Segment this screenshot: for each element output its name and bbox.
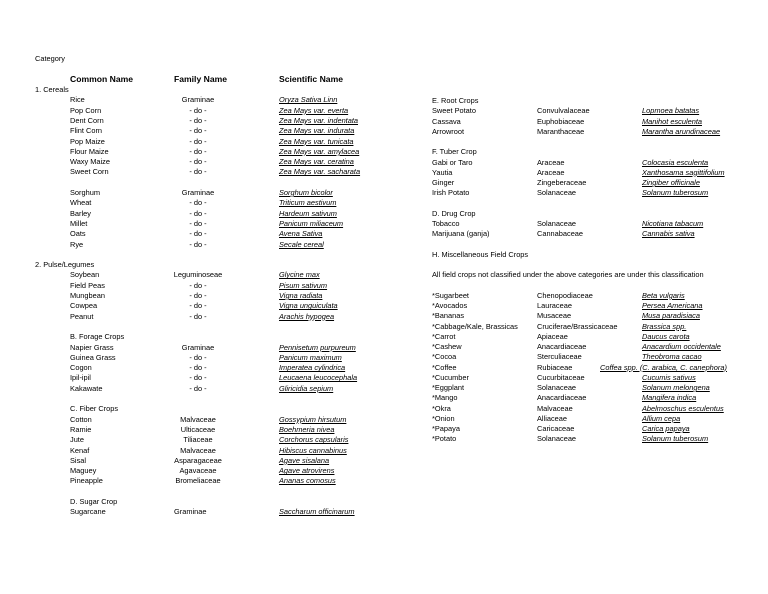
crop-row — [0, 434, 768, 444]
scientific-name: Glycine max — [279, 270, 320, 280]
family-name: Graminae — [181, 342, 215, 352]
common-name: *Cashew — [432, 342, 462, 351]
scientific-name: Xanthosama sagittifolium — [642, 167, 725, 177]
subsection-heading-text: H. Miscellaneous Field Crops — [432, 249, 529, 259]
crop-row — [0, 373, 768, 383]
common-name: Pop Corn — [70, 105, 102, 115]
crop-row — [0, 404, 768, 414]
crop-row — [0, 301, 768, 311]
scientific-name: Hibiscus cannabinus — [279, 445, 347, 455]
common-name: Sugarcane — [70, 507, 106, 517]
family-name: Anacardiaceae — [537, 342, 587, 351]
crop-row — [0, 117, 768, 127]
scientific-name: Zea Mays var. sacharata — [279, 167, 361, 177]
family-name: Tiliaceae — [183, 435, 213, 445]
family-name: - do - — [189, 311, 207, 321]
common-name: Jute — [70, 435, 84, 445]
family-name: Bromeliaceae — [175, 476, 221, 486]
family-name: Agavaceae — [179, 466, 217, 476]
family-name: - do - — [189, 291, 207, 300]
common-name: Gabi or Taro — [432, 157, 473, 167]
subsection-heading — [0, 497, 768, 507]
crop-row — [0, 446, 768, 456]
crop-row — [0, 424, 768, 434]
common-name: Yautia — [432, 167, 453, 177]
scientific-name: Zea Mays var. amylacea — [279, 146, 360, 156]
family-name: Araceae — [537, 157, 565, 167]
family-name: Graminae — [174, 507, 207, 517]
scientific-name: Brassica spp. — [642, 321, 687, 331]
family-name: - do - — [189, 363, 207, 373]
common-name: *Coffee — [432, 362, 457, 372]
family-name: Leguminoseae — [173, 270, 223, 280]
scientific-name: Cannabis sativa — [642, 229, 695, 239]
subsection-heading-text: C. Fiber Crops — [70, 404, 119, 414]
scientific-name: Cucumis sativus — [642, 372, 696, 382]
subsection-heading-text: D. Drug Crop — [432, 208, 476, 218]
common-name: Sweet Potato — [432, 106, 476, 116]
scientific-name: Carica papaya — [642, 424, 690, 433]
subsection-heading-text: All field crops not classified under the above categories are under this classification — [432, 270, 704, 280]
crop-row — [0, 322, 768, 332]
family-name: Solanaceae — [537, 188, 577, 198]
scientific-name: Secale cereal — [279, 239, 324, 249]
scientific-name: Anacardium occidentale — [642, 342, 721, 351]
scientific-name: Beta vulgaris — [642, 290, 685, 300]
common-name: Sisal — [70, 455, 87, 465]
crop-row — [0, 158, 768, 168]
common-name: Barley — [70, 208, 91, 218]
scientific-name: Abelmoschus esculentus — [642, 403, 724, 413]
crop-row — [0, 393, 768, 403]
scientific-name: Panicum miliaceum — [279, 218, 344, 228]
header-common-name: Common Name — [70, 74, 134, 84]
common-name: Guinea Grass — [70, 352, 116, 362]
section-heading-text: 1. Cereals — [35, 85, 69, 94]
scientific-name: Manihot esculenta — [642, 116, 702, 126]
family-name: Cruciferae/Brassicaceae — [537, 321, 618, 331]
subsection-heading-text: B. Forage Crops — [70, 332, 125, 342]
common-name: *Carrot — [432, 331, 456, 341]
family-name: Solanaceae — [537, 219, 577, 228]
scientific-name: Daucus carota — [642, 331, 690, 341]
common-name: Cogon — [70, 363, 92, 373]
scientific-name: Coffea spp. (C. arabica, C. canephora) — [600, 362, 727, 372]
category-label: Category — [35, 54, 65, 63]
common-name: *Sugarbeet — [432, 290, 469, 300]
family-name: Graminae — [181, 95, 215, 105]
crop-row — [0, 456, 768, 466]
crop-row — [0, 414, 768, 424]
family-name: Cannabaceae — [537, 229, 584, 239]
scientific-name: Colocasia esculenta — [642, 157, 709, 167]
scientific-name: Solanum tuberosum — [642, 188, 709, 198]
family-name: Araceae — [537, 167, 565, 177]
family-name: Rubiaceae — [537, 362, 573, 372]
crop-row — [0, 229, 768, 239]
subsection-heading-text: F. Tuber Crop — [432, 147, 477, 157]
subsection-heading — [0, 96, 768, 106]
common-name: Dent Corn — [70, 115, 104, 125]
common-name: *Okra — [432, 403, 451, 413]
family-name: - do - — [189, 373, 207, 383]
scientific-name: Solanum tuberosum — [642, 434, 709, 444]
scientific-name: Solanum melongena — [642, 383, 710, 392]
scientific-name: Agave atrovirens — [279, 466, 335, 476]
crop-row — [0, 291, 768, 301]
scientific-name: Pisum sativum — [279, 280, 328, 290]
common-name: Wheat — [70, 198, 92, 208]
scientific-name: Musa paradisiaca — [642, 311, 700, 321]
family-name: Asparagaceae — [174, 455, 222, 465]
family-name: Malvaceae — [180, 445, 216, 455]
section-heading — [0, 85, 768, 95]
common-name: *Potato — [432, 434, 457, 444]
scientific-name: Mangifera indica — [642, 393, 697, 403]
family-name: Lauraceae — [537, 301, 572, 310]
family-name: - do - — [189, 105, 207, 115]
common-name: *Mango — [432, 393, 458, 403]
common-name: Irish Potato — [432, 188, 470, 198]
common-name: Pineapple — [70, 476, 103, 486]
family-name: - do - — [189, 198, 207, 208]
common-name: Napier Grass — [70, 342, 114, 352]
scientific-name: Ananas comosus — [279, 476, 336, 486]
family-name: - do - — [189, 352, 207, 362]
family-name: - do - — [189, 115, 207, 125]
scientific-name: Zea Mays var. tunicata — [279, 136, 354, 146]
family-name: Euphobiaceae — [537, 116, 585, 126]
scientific-name: Triticum aestivum — [279, 198, 337, 208]
crop-row — [0, 507, 768, 517]
crop-row — [0, 219, 768, 229]
family-name: - do - — [189, 301, 207, 311]
scientific-name: Arachis hypogea — [279, 311, 335, 321]
family-name: Cucurbitaceae — [537, 372, 585, 382]
common-name: Rice — [70, 95, 85, 105]
scientific-name: Zingiber officinale — [642, 178, 700, 187]
crop-row — [0, 178, 768, 188]
crop-row — [0, 383, 768, 393]
common-name: *Cabbage/Kale, Brassicas — [432, 321, 518, 331]
crop-row — [0, 466, 768, 476]
common-name: Kenaf — [70, 445, 90, 455]
crop-row — [0, 168, 768, 178]
common-name: Soybean — [70, 270, 100, 280]
common-name: Maguey — [70, 466, 97, 476]
family-name: Malvaceae — [180, 414, 216, 424]
subsection-heading — [0, 209, 768, 219]
subsection-heading-text: D. Sugar Crop — [70, 497, 118, 506]
scientific-name: Vigna unguiculata — [279, 301, 338, 311]
scientific-name: Leucaena leucocephala — [279, 373, 358, 383]
family-name: Musaceae — [537, 311, 572, 321]
common-name: Peanut — [70, 311, 94, 321]
common-name: *Avocados — [432, 301, 468, 310]
family-name: Alliaceae — [537, 413, 567, 423]
crop-row — [0, 127, 768, 137]
family-name: Apiaceae — [537, 331, 568, 341]
scientific-name: Zea Mays var. indurata — [279, 126, 355, 136]
family-name: Sterculiaceae — [537, 352, 582, 362]
scientific-name: Pennisetum purpureum — [279, 342, 356, 352]
crop-row — [0, 352, 768, 362]
scientific-name: Oryza Sativa Linn — [279, 95, 338, 105]
common-name: Pop Maize — [70, 136, 105, 146]
scientific-name: Panicum maximum — [279, 352, 342, 362]
subsection-heading — [0, 147, 768, 157]
scientific-name: Allium cepa — [642, 413, 681, 423]
common-name: Tobacco — [432, 219, 460, 228]
scientific-name: Imperatea cylindrica — [279, 363, 346, 373]
common-name: Marijuana (ganja) — [432, 229, 490, 239]
common-name: *Onion — [432, 413, 455, 423]
family-name: Solanaceae — [537, 383, 577, 392]
common-name: Sorghum — [70, 188, 100, 197]
crop-row — [0, 281, 768, 291]
common-name: Oats — [70, 229, 86, 239]
common-name: Ipil-ipil — [70, 373, 91, 383]
common-name: Arrowroot — [432, 126, 465, 136]
crop-row — [0, 311, 768, 321]
scientific-name: Theobroma cacao — [642, 352, 702, 362]
common-name: Waxy Maize — [70, 157, 110, 167]
crop-row — [0, 342, 768, 352]
scientific-name: Avena Sativa — [279, 229, 323, 239]
scientific-name: Persea Americana — [642, 301, 703, 310]
subsection-heading — [0, 270, 768, 280]
crop-row — [0, 188, 768, 198]
family-name: - do - — [189, 218, 207, 228]
header-family-name: Family Name — [174, 74, 228, 84]
scientific-name: Zea Mays var. indentata — [279, 115, 359, 125]
scientific-name: Hardeum sativum — [279, 208, 337, 218]
common-name: Kakawate — [70, 383, 103, 393]
family-name: - do - — [189, 136, 207, 146]
family-name: Solanaceae — [537, 434, 577, 444]
crop-row — [0, 198, 768, 208]
common-name: Rye — [70, 239, 84, 249]
common-name: Millet — [70, 218, 88, 228]
family-name: - do - — [189, 239, 207, 249]
scientific-name: Nicotiana tabacum — [642, 219, 704, 228]
scientific-name: Gossypium hirsutum — [279, 414, 347, 424]
family-name: - do - — [189, 280, 207, 290]
family-name: Malvaceae — [537, 403, 573, 413]
common-name: *Bananas — [432, 311, 465, 321]
crop-row — [0, 137, 768, 147]
common-name: Flour Maize — [70, 146, 109, 156]
family-name: - do - — [189, 157, 207, 167]
common-name: Flint Corn — [70, 126, 103, 136]
crop-row — [0, 363, 768, 373]
crop-row — [0, 476, 768, 486]
family-name: - do - — [189, 167, 207, 177]
scientific-name: Zea Mays var. everta — [279, 105, 349, 115]
scientific-name: Vigna radiata — [279, 291, 323, 300]
subsection-heading-text: E. Root Crops — [432, 96, 479, 105]
common-name: *Cocoa — [432, 352, 457, 362]
common-name: Cowpea — [70, 301, 98, 311]
family-name: Caricaceae — [537, 424, 575, 433]
scientific-name: Saccharum officinarum — [279, 507, 355, 517]
family-name: Chenopodiaceae — [537, 290, 593, 300]
scientific-name: Marantha arundinaceae — [642, 126, 721, 136]
header-scientific-name: Scientific Name — [279, 74, 343, 84]
family-name: - do - — [189, 383, 207, 393]
common-name: *Cucumber — [432, 372, 469, 382]
scientific-name: Lopmoea batatas — [642, 106, 700, 116]
family-name: Graminae — [181, 188, 215, 197]
scientific-name: Agave sisalana — [279, 455, 330, 465]
common-name: Ramie — [70, 424, 92, 434]
family-name: Zingeberaceae — [537, 178, 587, 187]
scientific-name: Corchorus capsularis — [279, 435, 349, 445]
family-name: Maranthaceae — [537, 126, 585, 136]
family-name: - do - — [189, 146, 207, 156]
scientific-name: Gliricidia sepium — [279, 383, 334, 393]
common-name: Sweet Corn — [70, 167, 109, 177]
family-name: Convulvalaceae — [537, 106, 590, 116]
scientific-name: Boehmeria nivea — [279, 424, 335, 434]
family-name: - do - — [189, 126, 207, 136]
common-name: Cotton — [70, 414, 92, 424]
family-name: Ulticaceae — [180, 424, 216, 434]
common-name: *Eggplant — [432, 383, 465, 392]
family-name: - do - — [189, 229, 207, 239]
scientific-name: Sorghum bicolor — [279, 188, 333, 197]
common-name: Field Peas — [70, 280, 105, 290]
subsection-heading — [0, 250, 768, 260]
section-heading — [0, 260, 768, 270]
crop-row — [0, 106, 768, 116]
section-heading-text: 2. Pulse/Legumes — [35, 260, 95, 270]
common-name: Ginger — [432, 178, 455, 187]
common-name: Cassava — [432, 116, 461, 126]
crop-row — [0, 240, 768, 250]
common-name: Mungbean — [70, 291, 105, 300]
family-name: Anacardiaceae — [537, 393, 587, 403]
scientific-name: Zea Mays var. ceratina — [279, 157, 354, 167]
crop-row — [0, 332, 768, 342]
common-name: *Papaya — [432, 424, 460, 433]
family-name: - do - — [189, 208, 207, 218]
